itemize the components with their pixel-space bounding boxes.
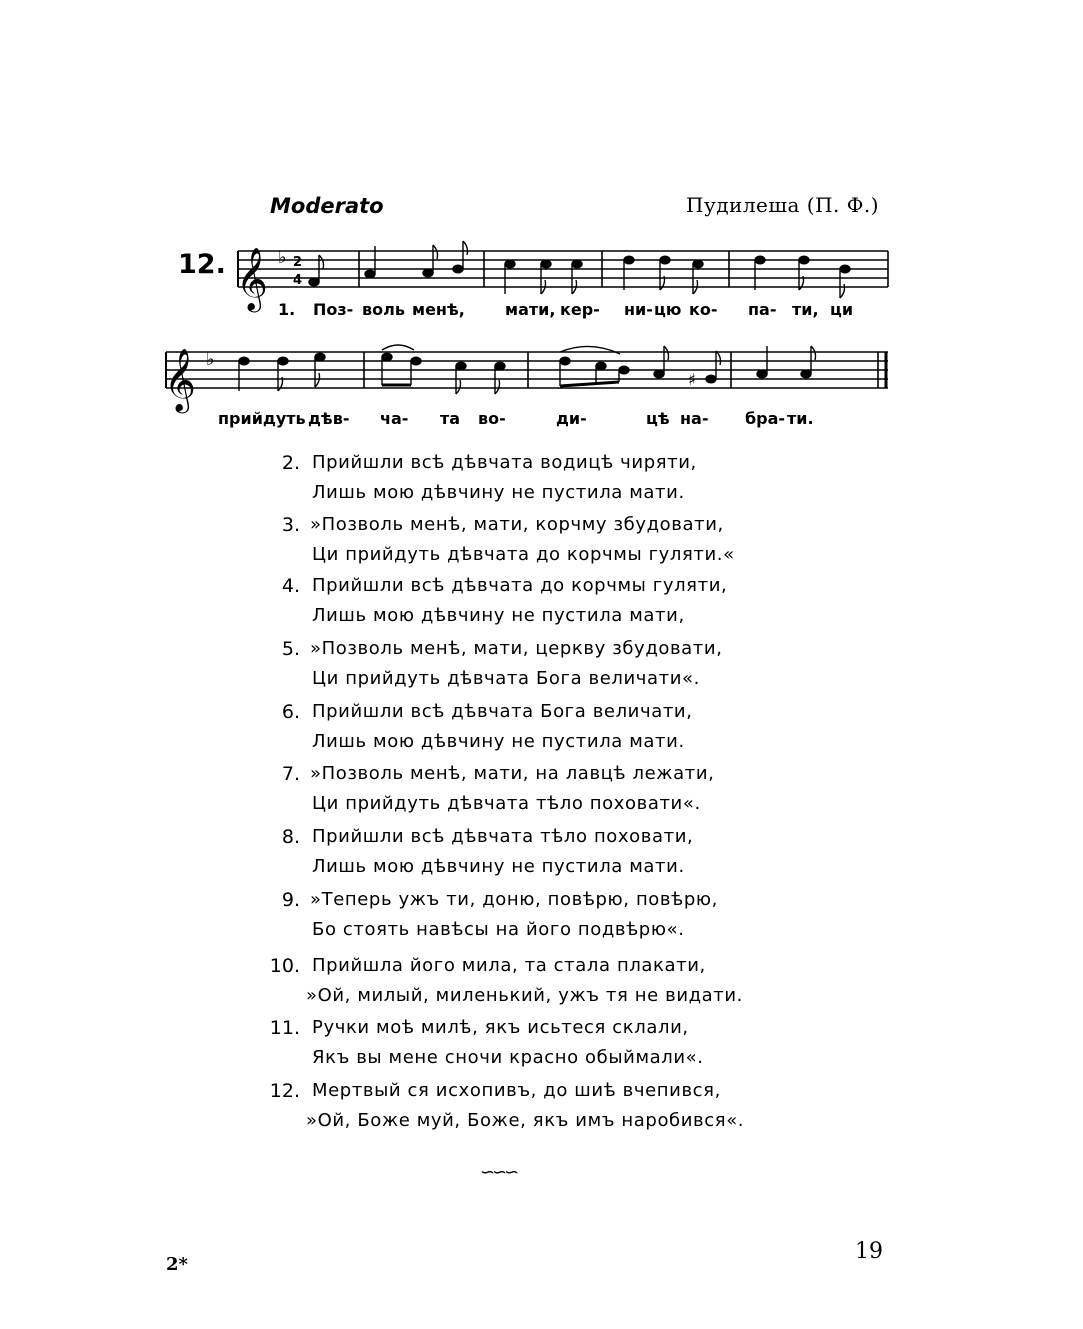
verse-line: Лишь мою дѣвчину не пустила мати, [312,605,685,626]
lyric-syllable: на- [680,409,709,428]
verse-line: Лишь мою дѣвчину не пустила мати. [312,482,685,503]
lyric-syllable: па- [748,300,777,319]
verse-line: »Позволь менѣ, мати, церкву збудовати, [310,638,723,659]
verse-number: 9. [281,889,300,911]
flat-icon: ♭ [278,247,287,268]
verse-number: 8. [281,826,300,848]
verse-line: Мертвый ся исхопивъ, до шиѣ вчепився, [312,1080,721,1101]
verse-number: 2. [281,452,300,474]
time-signature: 4 [293,273,303,288]
lyric-syllable: цѣ [646,409,670,428]
lyric-syllable: во- [478,409,506,428]
verse-number: 10. [269,955,300,977]
staff-system-2 [166,352,888,388]
lyric-syllable: та [440,409,461,428]
tempo-marking: Moderato [270,194,384,218]
verse-line: »Ой, Боже муй, Боже, якъ имъ наробився«. [306,1110,745,1131]
verse-number: 4. [281,575,300,597]
verse-number: 6. [281,701,300,723]
lyric-syllable: ни- [624,300,653,319]
verse-number: 5. [281,638,300,660]
lyric-syllable: Поз- [313,300,354,319]
lyric-syllable: ко- [689,300,718,319]
music-staff [0,0,1083,460]
verse-line: Ци прийдуть дѣвчата Бога величати«. [312,668,700,689]
lyric-syllable: кер- [560,300,600,319]
verse-number: 11. [269,1017,300,1039]
lyric-syllable: прийдуть [218,409,306,428]
lyric-syllable: мати, [505,300,556,319]
verse-line: »Позволь менѣ, мати, на лавцѣ лежати, [310,763,715,784]
treble-clef-icon: 𝄞 [236,247,268,310]
sharp-icon: ♯ [688,370,696,389]
time-signature: 2 [293,255,303,270]
staff-system-1 [238,251,888,287]
verse-line: »Теперь ужъ ти, доню, повѣрю, повѣрю, [310,889,718,910]
verse-number: 3. [281,514,300,536]
verse-line: Ци прийдуть дѣвчата до корчмы гуляти.« [312,544,735,565]
verse-line: Бо стоять навѣсы на його подвѣрю«. [312,919,685,940]
treble-clef-icon: 𝄞 [164,348,196,411]
page-number: 19 [855,1239,883,1264]
lyric-syllable: ди- [556,409,587,428]
verse-number: 7. [281,763,300,785]
lyric-syllable: ти. [787,409,814,428]
verse-line: Прийшли всѣ дѣвчата до корчмы гуляти, [312,575,728,596]
verse-line: »Ой, милый, миленький, ужъ тя не видати. [306,985,743,1006]
lyric-syllable: ци [830,300,854,319]
verse-line: Лишь мою дѣвчину не пустила мати. [312,856,685,877]
signature-mark: 2* [166,1254,188,1275]
song-number: 12. [178,249,226,280]
verse-line: »Позволь менѣ, мати, корчму збудовати, [310,514,724,535]
ornament-icon: ∽∽∽ [480,1162,517,1183]
verse-line: Ци прийдуть дѣвчата тѣло поховати«. [312,793,701,814]
lyric-syllable: менѣ, [412,300,465,319]
verse-line: Прийшла його мила, та стала плакати, [312,955,706,976]
lyric-syllable: бра- [745,409,786,428]
verse-line: Прийшли всѣ дѣвчата тѣло поховати, [312,826,694,847]
lyric-syllable: 1. [278,300,296,319]
verse-line: Прийшли всѣ дѣвчата водицѣ чиряти, [312,452,697,473]
verse-line: Прийшли всѣ дѣвчата Бога величати, [312,701,693,722]
song-source: Пудилеша (П. Ф.) [686,193,879,217]
lyric-syllable: ти, [792,300,819,319]
lyric-syllable: дѣв- [308,409,350,428]
flat-icon: ♭ [206,349,215,370]
verse-line: Ручки моѣ милѣ, якъ исьтеся склали, [312,1017,689,1038]
verse-line: Якъ вы мене сночи красно обыймали«. [312,1047,704,1068]
lyric-syllable: воль [362,300,405,319]
verse-line: Лишь мою дѣвчину не пустила мати. [312,731,685,752]
lyric-syllable: ча- [380,409,409,428]
verse-number: 12. [269,1080,300,1102]
lyric-syllable: цю [654,300,682,319]
